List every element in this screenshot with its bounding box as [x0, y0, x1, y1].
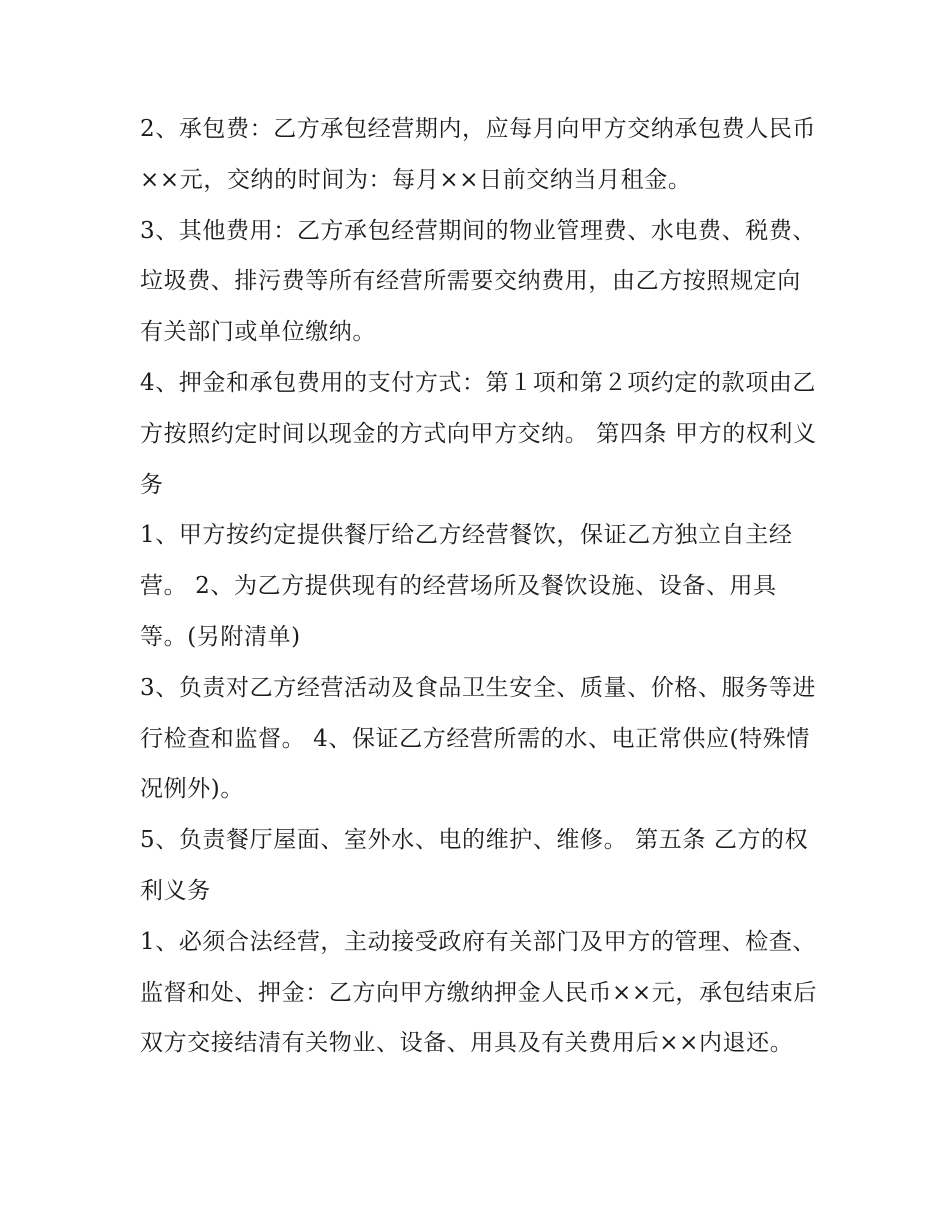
paragraph-party-a-duty-1: 1、甲方按约定提供餐厅给乙方经营餐饮，保证乙方独立自主经营。 2、为乙方提供现有的经营场所及餐饮设施、设备、用具等。(另附清单) [140, 522, 793, 650]
paragraph-party-a-duty-3: 3、负责对乙方经营活动及食品卫生安全、质量、价格、服务等进行检查和监督。 4、保证乙方经营所需的水、电正常供应(特殊情况例外)。 [140, 674, 817, 803]
paragraph-payment-method: 4、押金和承包费用的支付方式：第１项和第２项约定的款项由乙方按照约定时间以现金的方式向甲方交纳。 第四条 甲方的权利义务 [140, 369, 817, 498]
paragraph-party-a-duty-5: 5、负责餐厅屋面、室外水、电的维护、维修。 第五条 乙方的权利义务 [140, 827, 809, 904]
paragraph-contract-fee: 2、承包费：乙方承包经营期内，应每月向甲方交纳承包费人民币××元，交纳的时间为：每月××日前交纳当月租金。 [140, 116, 817, 193]
document-body [140, 104, 820, 1069]
paragraph-other-fees: 3、其他费用：乙方承包经营期间的物业管理费、水电费、税费、垃圾费、排污费等所有经营所需要交纳费用，由乙方按照规定向有关部门或单位缴纳。 [140, 217, 817, 346]
paragraph-party-b-duty-1: 1、必须合法经营，主动接受政府有关部门及甲方的管理、检查、监督和处、押金：乙方向甲方缴纳押金人民币××元，承包结束后双方交接结清有关物业、设备、用具及有关费用后××内退还。 [140, 928, 817, 1057]
